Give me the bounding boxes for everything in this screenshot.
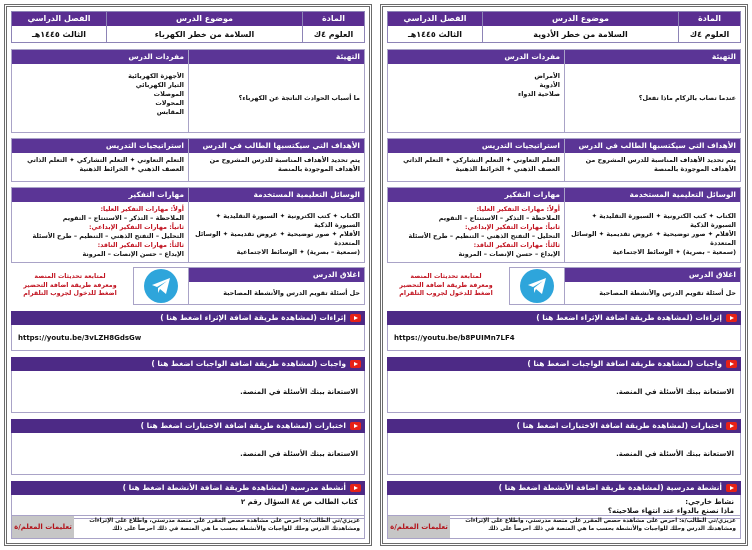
lesson-header (11, 11, 365, 43)
list-item: اضغط للدخول لجروب التلقرام (399, 290, 493, 298)
list-item: ثالثاً: مهارات التفكير الناقد: (97, 241, 184, 249)
instructions-title: تعليمات المعلم/ة (12, 516, 74, 538)
vocab-list (388, 64, 564, 102)
list-item: المحولات (155, 99, 184, 107)
lesson-plan-page-2 (4, 4, 372, 546)
list-item: صلاحية الدواء (517, 90, 560, 98)
list-item: (سمعية – بصرية) ✦ الوسائط الاجتماعية (236, 248, 360, 256)
goals-title: الأهداف التي سيكتسبها الطالب في الدرس (188, 139, 364, 153)
list-item: اضغط للدخول لجروب التلقرام (23, 290, 117, 298)
vocab-title: مفردات الدرس (12, 50, 188, 64)
enrichment-link[interactable]: https://youtu.be/3vLZH8GdsGw (11, 325, 365, 351)
list-item: ثانياً: مهارات التفكير الإبداعي: (88, 223, 184, 231)
aids-box (187, 187, 365, 263)
youtube-icon[interactable] (726, 360, 737, 368)
list-item: ثانياً: مهارات التفكير الإبداعي: (464, 223, 560, 231)
youtube-icon[interactable] (726, 314, 737, 322)
tests-text: الاستعانة ببنك الأسئلة في المنصة. (11, 433, 365, 475)
closing-text: حل أسئلة تقويم الدرس والأنشطة المصاحبة (223, 288, 360, 297)
list-item: العصف الذهني ✦ الخرائط الذهنية (79, 165, 184, 173)
youtube-icon[interactable] (350, 484, 361, 492)
vocab-box (11, 49, 189, 133)
goals-text: يتم تحديد الأهداف المناسبة للدرس المشروح من الأهداف الموجودة بالمنصة (209, 156, 360, 173)
list-item: ماذا نصنع بالدواء عند انتهاء صلاحيته؟ (607, 507, 734, 515)
list-item: الملاحظة – التذكر – الاستنتاج – التقويم (438, 214, 560, 222)
list-item: التيار الكهربائي (135, 81, 184, 89)
intro-title: التهيئة (188, 50, 364, 64)
list-item: أولاً: مهارات التفكير العليا: (476, 205, 560, 213)
telegram-icon (144, 269, 178, 303)
strategies-list (12, 153, 188, 177)
tests-section (387, 419, 741, 475)
list-item: ومعرفة طريقة اضافة التحضير (23, 281, 117, 289)
tests-section (11, 419, 365, 475)
term-value: الثالث ١٤٤٥هـ (407, 29, 463, 39)
list-item: الكتاب ✦ كتب الكترونية ✦ السبورة التقليدية ✦ السبورة الذكية (591, 212, 736, 229)
term-label: الفصل الدراسي (388, 12, 482, 26)
thinking-list (388, 202, 564, 262)
enrichment-link[interactable]: https://youtu.be/b8PUIMn7LF4 (387, 325, 741, 351)
activities-title[interactable]: أنشطة مدرسية (لمشاهدة طريقة اضافة الأنشطة اضغط هنا ) (498, 483, 722, 492)
youtube-icon[interactable] (350, 314, 361, 322)
strategies-list (388, 153, 564, 177)
lesson-value: السلامة من خطر الأدوية (533, 29, 628, 39)
closing-box (563, 267, 741, 305)
thinking-box (11, 187, 189, 263)
youtube-icon[interactable] (350, 360, 361, 368)
thinking-box (387, 187, 565, 263)
closing-text: حل أسئلة تقويم الدرس والأنشطة المصاحبة (599, 288, 736, 297)
aids-title: الوسائل التعليمية المستخدمة (188, 188, 364, 202)
list-item: العصف الذهني ✦ الخرائط الذهنية (455, 165, 560, 173)
homework-section (11, 357, 365, 413)
teacher-instructions (11, 515, 365, 539)
tests-title[interactable]: اختبارات (لمشاهدة طريقة اضافة الاختبارات اضغط هنا ) (140, 421, 346, 430)
youtube-icon[interactable] (350, 422, 361, 430)
term-label: الفصل الدراسي (12, 12, 106, 26)
list-item: المقابس (156, 108, 184, 116)
subject-value: العلوم ٤ك (689, 29, 730, 39)
list-item: ومعرفة طريقة اضافة التحضير (399, 281, 493, 289)
enrichment-section (11, 311, 365, 351)
list-item: لمتابعة تحديثات المنصة (34, 273, 106, 281)
list-item: ثالثاً: مهارات التفكير الناقد: (473, 241, 560, 249)
tests-title[interactable]: اختبارات (لمشاهدة طريقة اضافة الاختبارات اضغط هنا ) (516, 421, 722, 430)
aids-list (188, 202, 364, 260)
vocab-title: مفردات الدرس (388, 50, 564, 64)
closing-title: اغلاق الدرس (188, 268, 364, 282)
goals-text: يتم تحديد الأهداف المناسبة للدرس المشروح من الأهداف الموجودة بالمنصة (585, 156, 736, 173)
goals-title: الأهداف التي سيكتسبها الطالب في الدرس (564, 139, 740, 153)
telegram-link[interactable] (133, 267, 189, 305)
tests-text: الاستعانة ببنك الأسئلة في المنصة. (387, 433, 741, 475)
intro-box (563, 49, 741, 133)
term-value: الثالث ١٤٤٥هـ (31, 29, 87, 39)
thinking-title: مهارات التفكير (12, 188, 188, 202)
list-item: الإبداع – حسن الإنصات – المرونة (458, 250, 560, 258)
lesson-value: السلامة من خطر الكهرباء (154, 29, 255, 39)
list-item: (سمعية – بصرية) ✦ الوسائط الاجتماعية (612, 248, 736, 256)
lesson-header (387, 11, 741, 43)
strategies-title: استراتيجيات التدريس (388, 139, 564, 153)
lesson-plan-page-1 (380, 4, 748, 546)
telegram-promo[interactable] (11, 267, 129, 305)
homework-title[interactable]: واجبات (لمشاهدة طريقة اضافة الواجبات اضغط هنا ) (527, 359, 722, 368)
activities-section (11, 481, 365, 519)
list-item: الموصلات (153, 90, 184, 98)
intro-box (187, 49, 365, 133)
telegram-link[interactable] (509, 267, 565, 305)
aids-title: الوسائل التعليمية المستخدمة (564, 188, 740, 202)
list-item: الأقلام ✦ صور توضيحية ✦ عروض تقديمية ✦ الوسائل المتعددة (195, 230, 360, 247)
aids-list (564, 202, 740, 260)
aids-box (563, 187, 741, 263)
enrichment-title[interactable]: إثراءات (لمشاهدة طريقة اضافة الإثراء اضغط هنا ) (160, 313, 346, 322)
youtube-icon[interactable] (726, 484, 737, 492)
vocab-box (387, 49, 565, 133)
vocab-list (12, 64, 188, 120)
instructions-text: عزيزي/تي الطالب/ة: احرص على مشاهدة حصص المقرر على منصة مدرستي، واطلاع على الإثراءات ومشاهدتك الدرس وحلك للواجبات والأنشطة بحسب ما هي المنصة في ذلك احرصاً على ذلك (89, 518, 360, 532)
homework-title[interactable]: واجبات (لمشاهدة طريقة اضافة الواجبات اضغط هنا ) (151, 359, 346, 368)
enrichment-title[interactable]: إثراءات (لمشاهدة طريقة اضافة الإثراء اضغط هنا ) (536, 313, 722, 322)
intro-text: ما أسباب الحوادث الناتجة عن الكهرباء؟ (238, 93, 360, 102)
list-item: الأجهزة الكهربائية (128, 72, 184, 80)
activities-section (387, 481, 741, 519)
intro-text: عندما تصاب بالزكام ماذا تفعل؟ (638, 93, 736, 102)
youtube-icon[interactable] (726, 422, 737, 430)
strategies-box (387, 138, 565, 182)
intro-title: التهيئة (564, 50, 740, 64)
list-item: أولاً: مهارات التفكير العليا: (100, 205, 184, 213)
subject-label: المادة (679, 12, 740, 26)
telegram-promo[interactable] (387, 267, 505, 305)
list-item: التحليل – التفتح الذهني – التنظيم – طرح الأسئلة (408, 232, 560, 240)
instructions-text: عزيزي/تي الطالب/ة: احرص على مشاهدة حصص المقرر على منصة مدرستي، واطلاع على الإثراءات ومشاهدتك الدرس وحلك للواجبات والأنشطة بحسب ما هي المنصة في ذلك احرصاً على ذلك (465, 518, 736, 532)
homework-text: الاستعانة ببنك الأسئلة في المنصة. (11, 371, 365, 413)
closing-box (187, 267, 365, 305)
list-item: نشاط خارجي: (685, 498, 734, 506)
list-item: التعلم التعاوني ✦ التعلم التشاركي ✦ التعلم الذاتي (403, 156, 560, 164)
strategies-box (11, 138, 189, 182)
thinking-title: مهارات التفكير (388, 188, 564, 202)
closing-title: اغلاق الدرس (564, 268, 740, 282)
list-item: الكتاب ✦ كتب الكترونية ✦ السبورة التقليدية ✦ السبورة الذكية (215, 212, 360, 229)
lesson-label: موضوع الدرس (107, 12, 302, 26)
telegram-icon (520, 269, 554, 303)
lesson-label: موضوع الدرس (483, 12, 678, 26)
list-item: الأمراض (534, 72, 560, 80)
list-item: لمتابعة تحديثات المنصة (410, 273, 482, 281)
list-item: الإبداع – حسن الإنصات – المرونة (82, 250, 184, 258)
list-item: الأدوية (539, 81, 560, 89)
activities-title[interactable]: أنشطة مدرسية (لمشاهدة طريقة اضافة الأنشطة اضغط هنا ) (122, 483, 346, 492)
subject-label: المادة (303, 12, 364, 26)
list-item: الملاحظة – التذكر – الاستنتاج – التقويم (62, 214, 184, 222)
strategies-title: استراتيجيات التدريس (12, 139, 188, 153)
homework-section (387, 357, 741, 413)
enrichment-section (387, 311, 741, 351)
teacher-instructions (387, 515, 741, 539)
subject-value: العلوم ٤ك (313, 29, 354, 39)
goals-box (187, 138, 365, 182)
thinking-list (12, 202, 188, 262)
homework-text: الاستعانة ببنك الأسئلة في المنصة. (387, 371, 741, 413)
goals-box (563, 138, 741, 182)
list-item: التعلم التعاوني ✦ التعلم التشاركي ✦ التعلم الذاتي (27, 156, 184, 164)
instructions-title: تعليمات المعلم/ة (388, 516, 450, 538)
list-item: التحليل – التفتح الذهني – التنظيم – طرح الأسئلة (32, 232, 184, 240)
list-item: كتاب الطالب ص ٨٤ السؤال رقم ٢ (240, 498, 358, 506)
list-item: الأقلام ✦ صور توضيحية ✦ عروض تقديمية ✦ الوسائل المتعددة (571, 230, 736, 247)
